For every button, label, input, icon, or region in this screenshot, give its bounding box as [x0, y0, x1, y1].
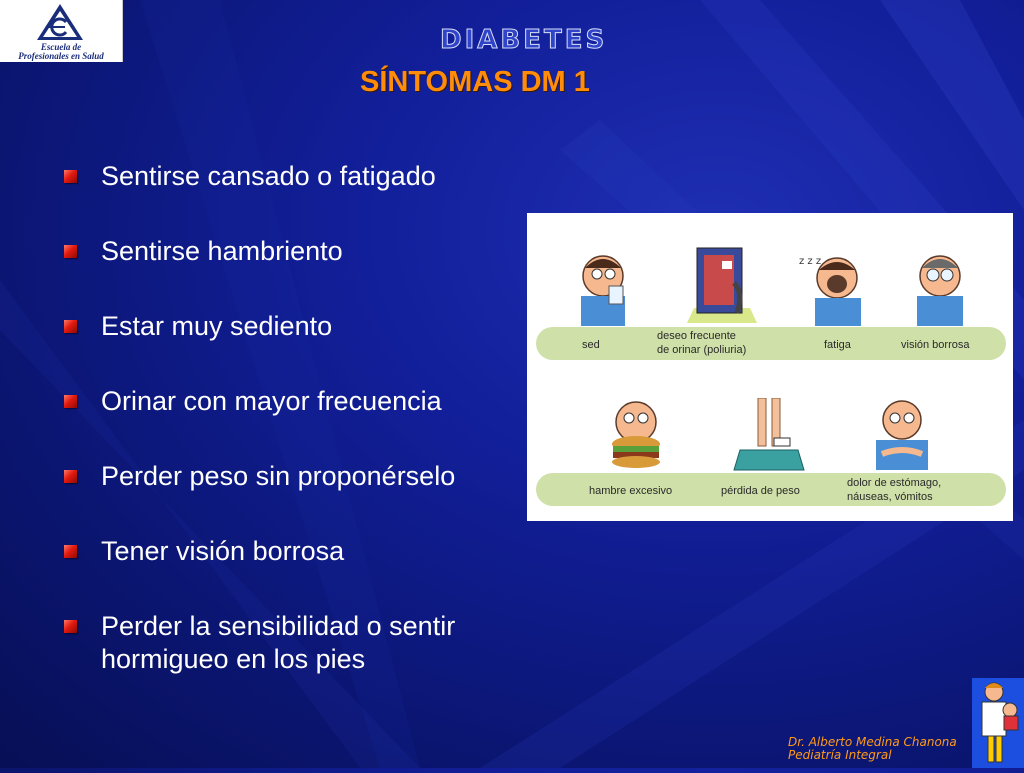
caption-weight-loss: pérdida de peso [721, 485, 800, 497]
doctor-figure-icon [972, 678, 1024, 768]
bullet-marker-icon [64, 620, 77, 633]
list-item-text: Orinar con mayor frecuencia [101, 386, 442, 416]
footer-credit [788, 736, 957, 762]
symptoms-illustration [527, 213, 1013, 521]
caption-excess-hunger: hambre excesivo [589, 485, 673, 497]
footer-author: Dr. Alberto Medina Chanona [788, 735, 957, 749]
caption-stomach-line-1: dolor de estómago, [847, 477, 942, 489]
bullet-marker-icon [64, 320, 77, 333]
bullet-marker-icon [64, 545, 77, 558]
caption-stomach-line-2: náuseas, vómitos [847, 491, 933, 503]
footer-affiliation: Pediatría Integral [788, 748, 892, 762]
list-item-text: Sentirse hambriento [101, 236, 343, 266]
blurry-vision-person-icon [905, 248, 975, 328]
eating-burger-icon [599, 396, 674, 471]
caption-fatigue: fatiga [824, 339, 851, 351]
list-item-text: Perder peso sin proponérselo [101, 461, 456, 491]
caption-polyuria-line-2: de orinar (poliuria) [657, 344, 747, 356]
bullet-marker-icon [64, 170, 77, 183]
list-item-text: Estar muy sediento [101, 311, 333, 341]
slide-title: DIABETES [440, 25, 608, 55]
stomach-ache-icon [862, 396, 942, 471]
logo-line-2: Profesionales en Salud [18, 51, 104, 61]
caption-blurry-vision: visión borrosa [901, 339, 970, 351]
list-item-text: Perder la sensibilidad o sentir hormigueo en los pies [101, 611, 456, 674]
doctor-illustration-icon [972, 678, 1024, 768]
svg-text:z z z: z z z [799, 256, 822, 267]
list-item-text: Sentirse cansado o fatigado [101, 161, 436, 191]
logo-line-1: Escuela de [40, 42, 82, 52]
slide-subtitle: SÍNTOMAS DM 1 [360, 66, 590, 98]
bullet-marker-icon [64, 245, 77, 258]
caption-thirst: sed [582, 339, 600, 351]
thirsty-person-icon [573, 248, 643, 328]
list-item-text: Tener visión borrosa [101, 536, 345, 566]
weight-scale-icon [732, 398, 807, 473]
tired-person-icon [797, 248, 877, 328]
school-logo [0, 0, 123, 62]
caption-polyuria-line-1: deseo frecuente [657, 330, 736, 342]
logo-emblem-icon [35, 2, 85, 42]
bathroom-door-icon [682, 243, 762, 328]
bullet-marker-icon [64, 395, 77, 408]
bullet-marker-icon [64, 470, 77, 483]
